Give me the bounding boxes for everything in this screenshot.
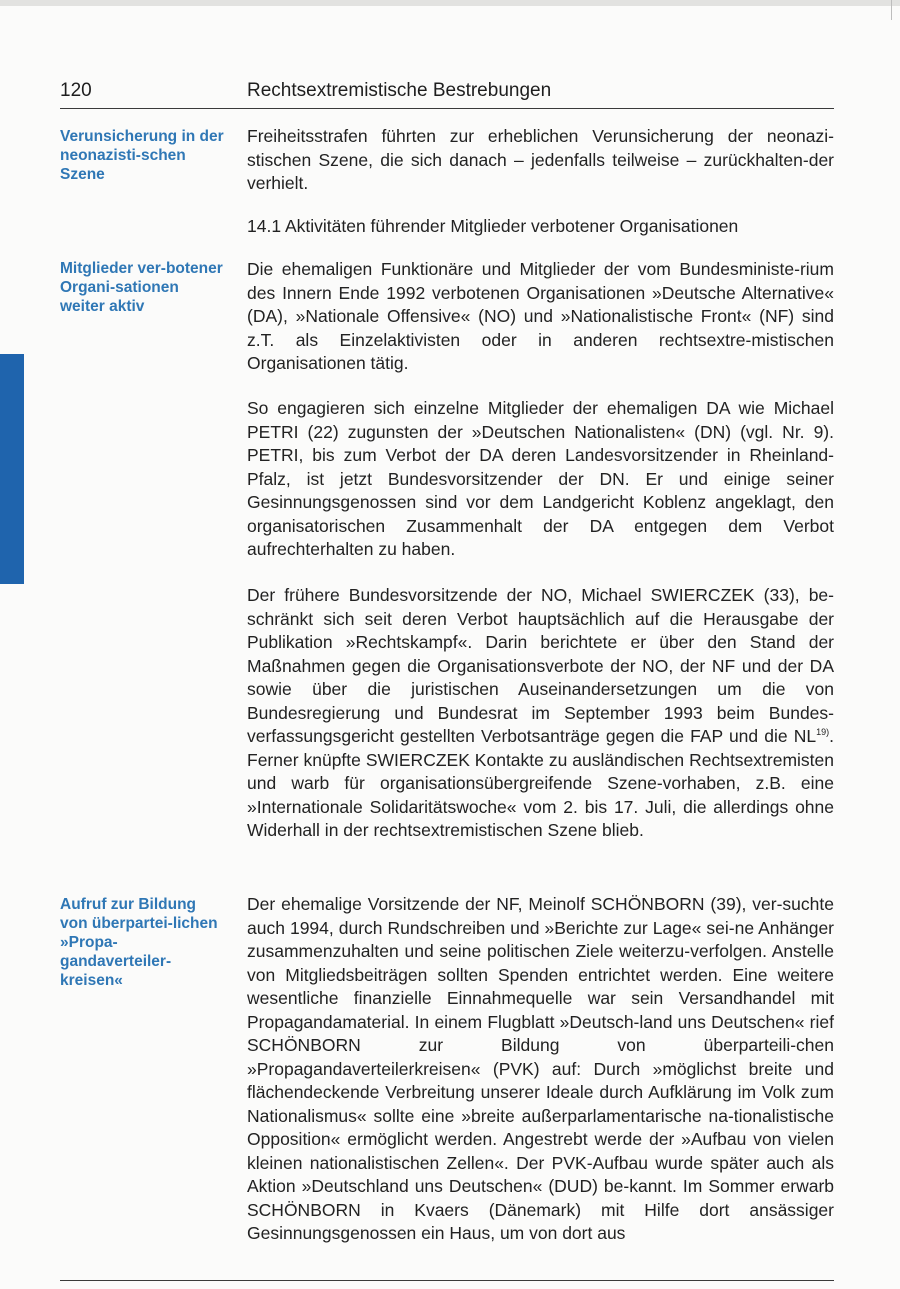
paragraph-swierczek [247, 584, 834, 843]
paragraph-petri: So engagieren sich einzelne Mitglieder der ehemaligen DA wie Michael PETRI (22) zugunsten der »Deutschen Nationalisten« (DN) (vgl. Nr. 9). PETRI, bis zum Verbot der DA deren Landesvorsitzender in Rheinland-Pfalz, ist jetzt Bundesvorsitzender der DN. Er und einige seiner Gesinnungsgenossen sind vor dem Landgericht Koblenz angeklagt, den organisatorischen Zusammenhalt der DA entgegen dem Verbot aufrechterhalten zu haben. [247, 398, 834, 559]
footnote-ref: 19) [816, 727, 830, 737]
paragraph-intro: Freiheitsstrafen führten zur erheblichen Verunsicherung der neonazi-stischen Szene, die sich danach – jedenfalls teilweise – zurückhalten-der verhielt. [247, 126, 834, 193]
crop-mark [891, 0, 892, 20]
page-header [60, 80, 834, 108]
swierczek-text-part1: Der frühere Bundesvorsitzende der NO, Michael SWIERCZEK (33), be-schränkt sich seit deren Verbot hauptsächlich auf die Herausgabe der Publikation »Rechtskampf«. Darin berichtete er über den Stand der Maßnahmen gegen die Organisationsverbote der NO, der NF und der DA sowie über die juristischen Auseinandersetzungen um die von Bundesregierung und Bundesrat im September 1993 beim Bundes-verfassungsgericht gestellten Verbotsanträge gegen die FAP und die NL [247, 585, 834, 746]
margin-note-verunsicherung: Verunsicherung in der neonazisti-schen Szene [60, 128, 224, 183]
header-rule [60, 108, 834, 109]
running-title: Rechtsextremistische Bestrebungen [247, 80, 552, 101]
paragraph-former-members: Die ehemaligen Funktionäre und Mitglieder der vom Bundesministe-rium des Innern Ende 1992 verbotenen Organisationen »Deutsche Alternative« (DA), »Nationale Offensive« (NO) und »Nationalistische Front« (NF) sind z.T. als Einzelaktivisten oder in anderen rechtsextre-mistischen Organisationen tätig. [247, 259, 834, 373]
paragraph-schoenborn: Der ehemalige Vorsitzende der NF, Meinolf SCHÖNBORN (39), ver-suchte auch 1994, durch Rundschreiben und »Berichte zur Lage« sei-ne Anhänger zusammenzuhalten und seine politischen Ziele weiterzu-verfolgen. Anstelle von Mitgliedsbeiträgen sollten Spenden entrichtet werden. Eine weitere wesentliche finanzielle Einnahmequelle war sein Versandhandel mit Propagandamaterial. In einem Flugblatt »Deutsch-land uns Deutschen« rief SCHÖNBORN zur Bildung von überparteili-chen »Propagandaverteilerkreisen« (PVK) auf: Durch »möglichst breite und flächendeckende Verbreitung unserer Ideale durch Aufklärung im Volk zum Nationalismus« sollte eine »breite außerparlamentarische na-tionalistische Opposition« ermöglicht werden. Angestrebt werde der »Aufbau von vielen kleinen nationalistischen Zellen«. Der PVK-Aufbau wurde später auch als Aktion »Deutschland uns Deutschen« (DUD) be-kannt. Im Sommer erwarb SCHÖNBORN in Kvaers (Dänemark) mit Hilfe dort ansässiger Gesinnungsgenossen ein Haus, um von dort aus [247, 894, 834, 1243]
footer-rule [60, 1280, 834, 1281]
margin-note-mitglieder: Mitglieder ver-botener Organi-sationen weiter aktiv [60, 260, 223, 315]
section-heading: 14.1 Aktivitäten führender Mitglieder verbotener Organisationen [247, 216, 739, 236]
section-marker-bar [0, 354, 24, 584]
swierczek-text-part2: . Ferner knüpfte SWIERCZEK Kontakte zu ausländischen Rechtsextremisten und warb für organisationsübergreifende Szene-vorhaben, z.B. eine »Internationale Solidaritätswoche« vom 2. bis 17. Juli, die allerdings ohne Widerhall in der rechtsextremistischen Szene blieb. [247, 726, 834, 840]
margin-note-aufruf: Aufruf zur Bildung von überpartei-lichen »Propa-gandaverteiler-kreisen« [60, 896, 218, 989]
page-top-edge [0, 0, 900, 6]
page-number: 120 [60, 80, 92, 101]
